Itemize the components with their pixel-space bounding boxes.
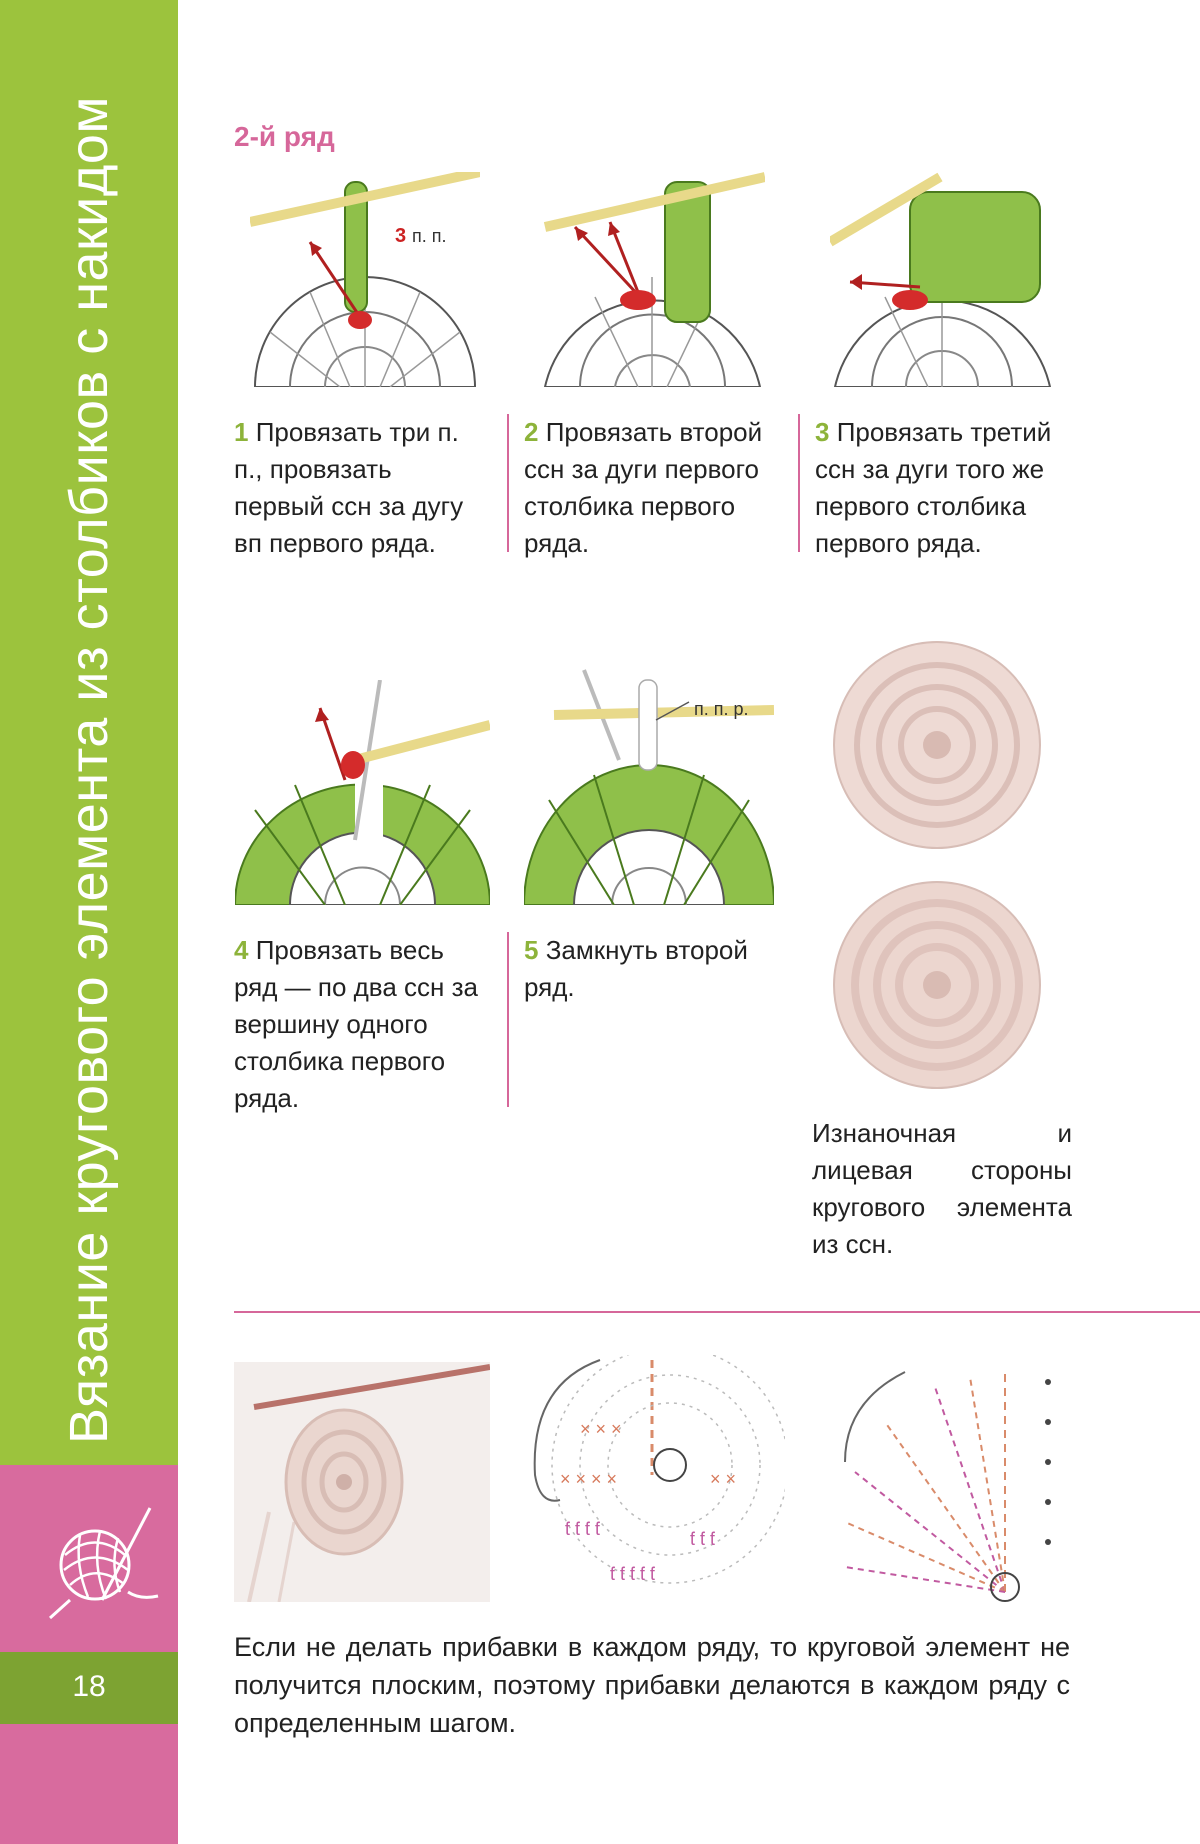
yarn-ball-icon (40, 1500, 160, 1620)
divider-3 (507, 932, 509, 1107)
page-number: 18 (72, 1670, 106, 1703)
step-1-text (234, 414, 484, 562)
sidebar (0, 0, 178, 1844)
svg-text:× × ×: × × × (580, 1419, 622, 1439)
wrong-side-photo (830, 640, 1045, 850)
step-4-text (234, 932, 484, 1117)
svg-text:× ×: × × (710, 1469, 737, 1489)
right-side-photo (830, 880, 1045, 1090)
bottom-paragraph: Если не делать прибавки в каждом ряду, то круговой элемент не получится плоским, поэтому прибавки делаются в каждом ряду с определенным шагом. (234, 1632, 1070, 1738)
step-3-number: 3 (815, 417, 830, 447)
crochet-chart-fan (825, 1362, 1070, 1602)
step-4-description: Провязать весь ряд — по два ссн за вершину одного столбика первого ряда. (234, 935, 478, 1113)
section-divider (234, 1311, 1200, 1313)
photo-caption: Изнаночная и лицевая стороны кругового элемента из ссн. (812, 1118, 1072, 1259)
step5-label: п. п. р. (694, 699, 749, 719)
step4-illustration (235, 680, 490, 905)
divider-1 (507, 414, 509, 552)
sidebar-pink-bottom (0, 1724, 178, 1844)
step-5-description: Замкнуть второй ряд. (524, 935, 748, 1002)
section-heading: 2-й ряд (234, 121, 335, 152)
step5-illustration (524, 660, 774, 905)
step-3-description: Провязать третий ссн за дуги того же первого столбика первого ряда. (815, 417, 1052, 558)
svg-text:ƭ ƭ ƭ: ƭ ƭ ƭ (690, 1529, 716, 1549)
step-4-number: 4 (234, 935, 249, 965)
step1-unit-label: п. п. (412, 226, 447, 246)
chapter-title: Вязание кругового элемента из столбиков с накидом (59, 95, 119, 1445)
svg-text:ƭ ƭ ƭ ƭ ƭ: ƭ ƭ ƭ ƭ ƭ (610, 1564, 656, 1584)
step-5-text (524, 932, 786, 1006)
crochet-chart-circle (520, 1355, 785, 1605)
step1-count-label: 3 (395, 225, 407, 247)
step-1-number: 1 (234, 417, 249, 447)
crochet-progress-photo (234, 1362, 490, 1602)
svg-text:× × × ×: × × × × (560, 1469, 618, 1489)
step3-illustration (830, 172, 1055, 387)
step-2-description: Провязать второй ссн за дуги первого столбика первого ряда. (524, 417, 763, 558)
step-1-description: Провязать три п. п., провязать первый ссн за дугу вп первого ряда. (234, 417, 464, 558)
step1-illustration (250, 172, 480, 387)
svg-text:ƭ ƭ ƭ ƭ: ƭ ƭ ƭ ƭ (565, 1519, 601, 1539)
step-3-text (815, 414, 1077, 562)
step-5-number: 5 (524, 935, 539, 965)
step-2-text (524, 414, 786, 562)
step2-illustration (540, 172, 765, 387)
divider-2 (798, 414, 800, 552)
step-2-number: 2 (524, 417, 539, 447)
